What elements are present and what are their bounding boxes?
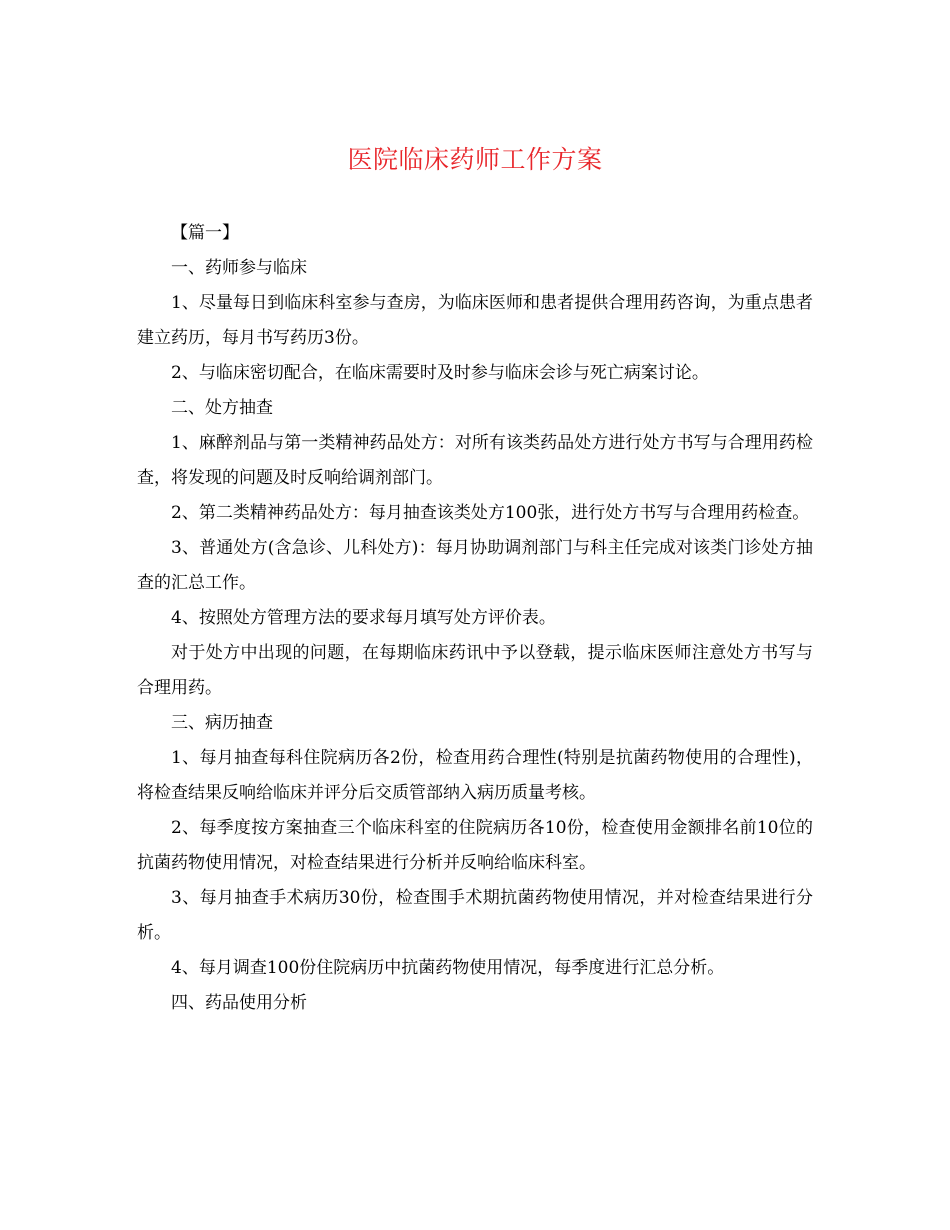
paragraph: 3、普通处方(含急诊、儿科处方)：每月协助调剂部门与科主任完成对该类门诊处方抽查的汇总工作。 (137, 538, 813, 593)
heading-3: 三、病历抽查 (171, 713, 273, 733)
section-label: 【篇一】 (171, 223, 239, 243)
paragraph: 2、每季度按方案抽查三个临床科室的住院病历各10份，检查使用金额排名前10位的抗菌药物使用情况，对检查结果进行分析并反响给临床科室。 (137, 818, 813, 873)
heading-2: 二、处方抽查 (171, 398, 273, 418)
paragraph: 3、每月抽查手术病历30份，检查围手术期抗菌药物使用情况，并对检查结果进行分析。 (137, 888, 813, 943)
paragraph: 对于处方中出现的问题，在每期临床药讯中予以登载，提示临床医师注意处方书写与合理用药。 (137, 643, 813, 698)
paragraph: 4、按照处方管理方法的要求每月填写处方评价表。 (171, 608, 556, 628)
heading-1: 一、药师参与临床 (171, 258, 307, 278)
heading-4: 四、药品使用分析 (171, 993, 307, 1013)
paragraph: 2、第二类精神药品处方：每月抽查该类处方100张，进行处方书写与合理用药检查。 (171, 503, 810, 523)
paragraph: 1、麻醉剂品与第一类精神药品处方：对所有该类药品处方进行处方书写与合理用药检查，将发现的问题及时反响给调剂部门。 (137, 433, 813, 488)
paragraph: 4、每月调查100份住院病历中抗菌药物使用情况，每季度进行汇总分析。 (171, 958, 725, 978)
paragraph: 2、与临床密切配合，在临床需要时及时参与临床会诊与死亡病案讨论。 (171, 363, 709, 383)
document-title: 医院临床药师工作方案 (347, 145, 603, 174)
paragraph: 1、尽量每日到临床科室参与查房，为临床医师和患者提供合理用药咨询，为重点患者建立药历，每月书写药历3份。 (137, 293, 813, 348)
document-body (137, 216, 813, 1021)
paragraph: 1、每月抽查每科住院病历各2份，检查用药合理性(特别是抗菌药物使用的合理性)，将检查结果反响给临床并评分后交质管部纳入病历质量考核。 (137, 748, 813, 803)
